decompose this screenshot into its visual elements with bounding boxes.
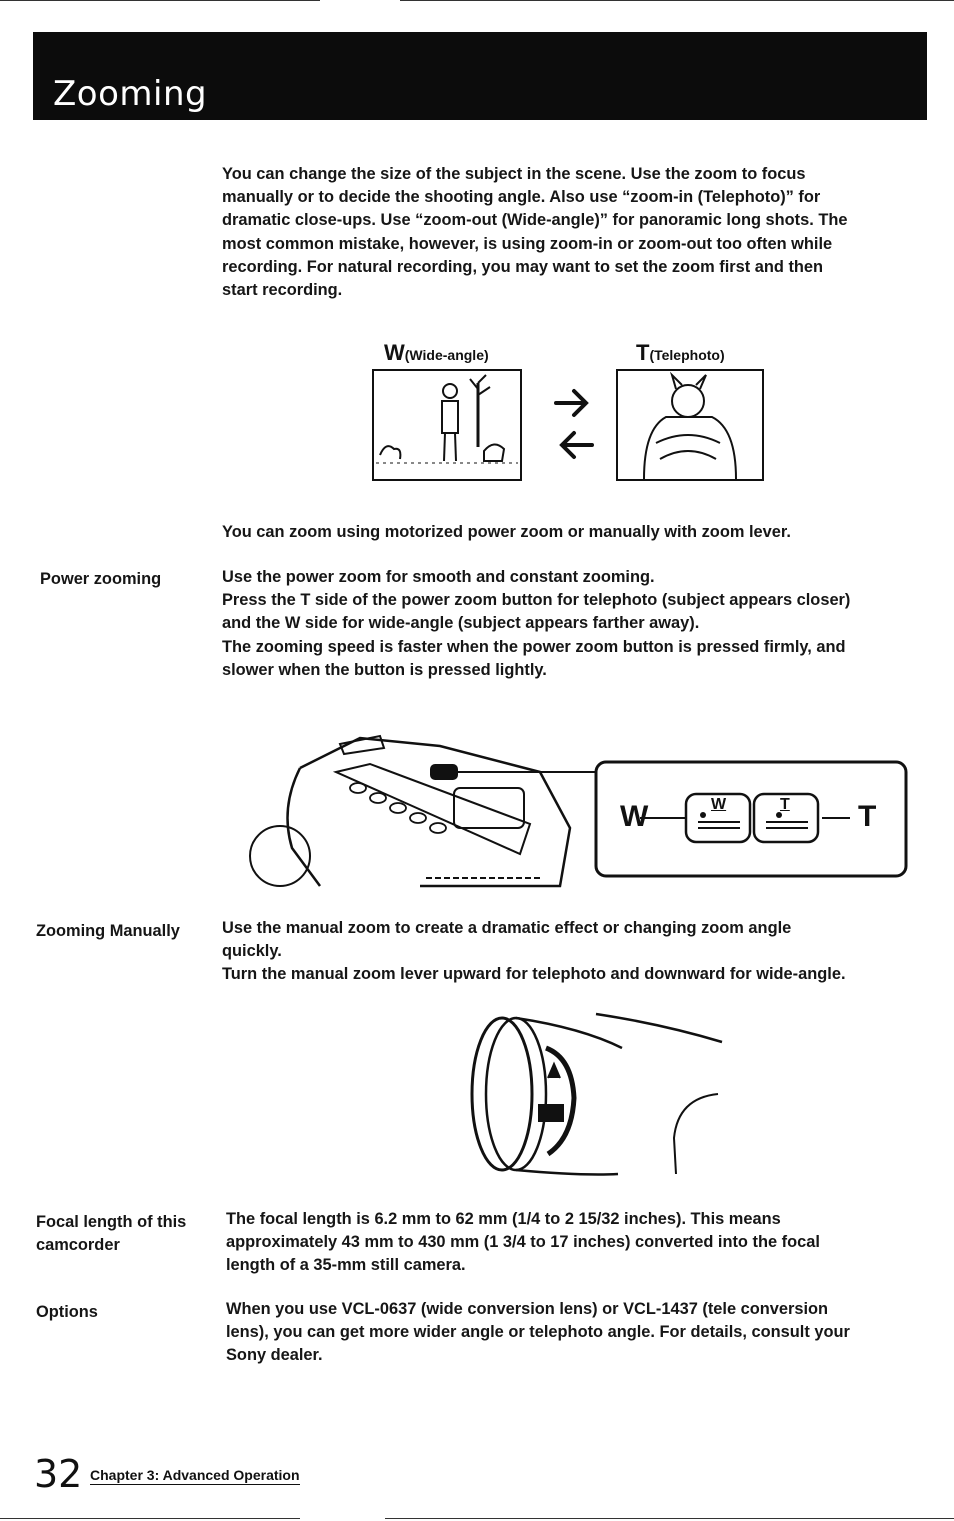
zooming-manually-heading-text: Zooming Manually <box>36 922 180 940</box>
options-line: When you use VCL-0637 (wide conversion lens) or VCL-1437 (tele conversion <box>226 1300 829 1318</box>
chapter-title: Chapter 3: Advanced Operation <box>90 1467 300 1483</box>
zoom-direction-arrows <box>552 385 596 463</box>
bottom-rule-left <box>0 1518 300 1519</box>
intro-paragraph <box>222 163 927 302</box>
options-paragraph <box>226 1298 931 1368</box>
focal-length-paragraph <box>226 1208 931 1278</box>
focal-length-heading-line: Focal length of this <box>36 1213 187 1231</box>
manual-zoom-lens-illustration <box>462 1008 726 1186</box>
wide-angle-label <box>384 340 489 366</box>
intro-line: start recording. <box>222 281 343 300</box>
page-title: Zooming <box>53 74 208 114</box>
focal-length-line: length of a 35-mm still camera. <box>226 1256 466 1275</box>
wide-letter: W <box>384 340 405 365</box>
options-heading-text: Options <box>36 1303 98 1321</box>
zoom-methods-line: You can zoom using motorized power zoom or manually with zoom lever. <box>222 523 791 541</box>
power-zooming-line: slower when the button is pressed lightly. <box>222 660 547 679</box>
intro-line: recording. For natural recording, you may want to set the zoom first and then <box>222 257 824 276</box>
tele-letter: T <box>636 340 650 365</box>
options-line: Sony dealer. <box>226 1346 323 1365</box>
options-line: lens), you can get more wider angle or telephoto angle. For details, consult your <box>226 1323 850 1342</box>
telephoto-label <box>636 340 725 366</box>
title-banner <box>33 32 927 120</box>
camcorder-top-illustration <box>240 728 600 890</box>
zooming-manually-line: Turn the manual zoom lever upward for telephoto and downward for wide-angle. <box>222 965 846 984</box>
button-w-marking: W <box>711 796 727 813</box>
options-heading <box>36 1301 216 1324</box>
power-zooming-heading <box>40 568 220 591</box>
intro-line: dramatic close-ups. Use “zoom-out (Wide-angle)” for panoramic long shots. The <box>222 211 848 230</box>
zooming-manually-heading <box>36 920 216 943</box>
inset-t-label: T <box>858 800 877 833</box>
power-zooming-paragraph <box>222 566 927 682</box>
top-rule-left <box>0 0 320 1</box>
zooming-manually-line: Use the manual zoom to create a dramatic effect or changing zoom angle <box>222 919 792 937</box>
focal-length-line: The focal length is 6.2 mm to 62 mm (1/4 to 2 15/32 inches). This means <box>226 1210 781 1228</box>
focal-length-heading-line: camcorder <box>36 1236 120 1254</box>
wide-caption: (Wide-angle) <box>404 347 489 363</box>
zooming-manually-line: quickly. <box>222 942 282 961</box>
zoom-methods-text <box>222 521 927 544</box>
intro-line: manually or to decide the shooting angle. Also use “zoom-in (Telephoto)” for <box>222 188 821 207</box>
intro-line: You can change the size of the subject in the scene. Use the zoom to focus <box>222 165 806 183</box>
intro-line: most common mistake, however, is using zoom-in or zoom-out too often while <box>222 234 833 253</box>
bottom-rule-right <box>385 1518 954 1519</box>
power-zooming-line: Press the T side of the power zoom button for telephoto (subject appears closer) <box>222 591 851 610</box>
top-rule-right <box>400 0 954 1</box>
focal-length-line: approximately 43 mm to 430 mm (1 3/4 to 17 inches) converted into the focal <box>226 1233 820 1252</box>
page-number: 32 <box>34 1452 83 1496</box>
inset-w-label: W <box>620 800 649 833</box>
power-zooming-heading-text: Power zooming <box>40 570 162 588</box>
power-zooming-line: Use the power zoom for smooth and constant zooming. <box>222 568 655 586</box>
focal-length-heading <box>36 1211 216 1257</box>
tele-caption: (Telephoto) <box>649 347 725 363</box>
button-t-marking: T <box>780 796 790 813</box>
power-zooming-line: and the W side for wide-angle (subject appears farther away). <box>222 614 700 633</box>
power-zooming-line: The zooming speed is faster when the power zoom button is pressed firmly, and <box>222 637 846 656</box>
zooming-manually-paragraph <box>222 917 927 987</box>
telephoto-scene-illustration <box>616 369 764 481</box>
wide-angle-scene-illustration <box>372 369 522 481</box>
